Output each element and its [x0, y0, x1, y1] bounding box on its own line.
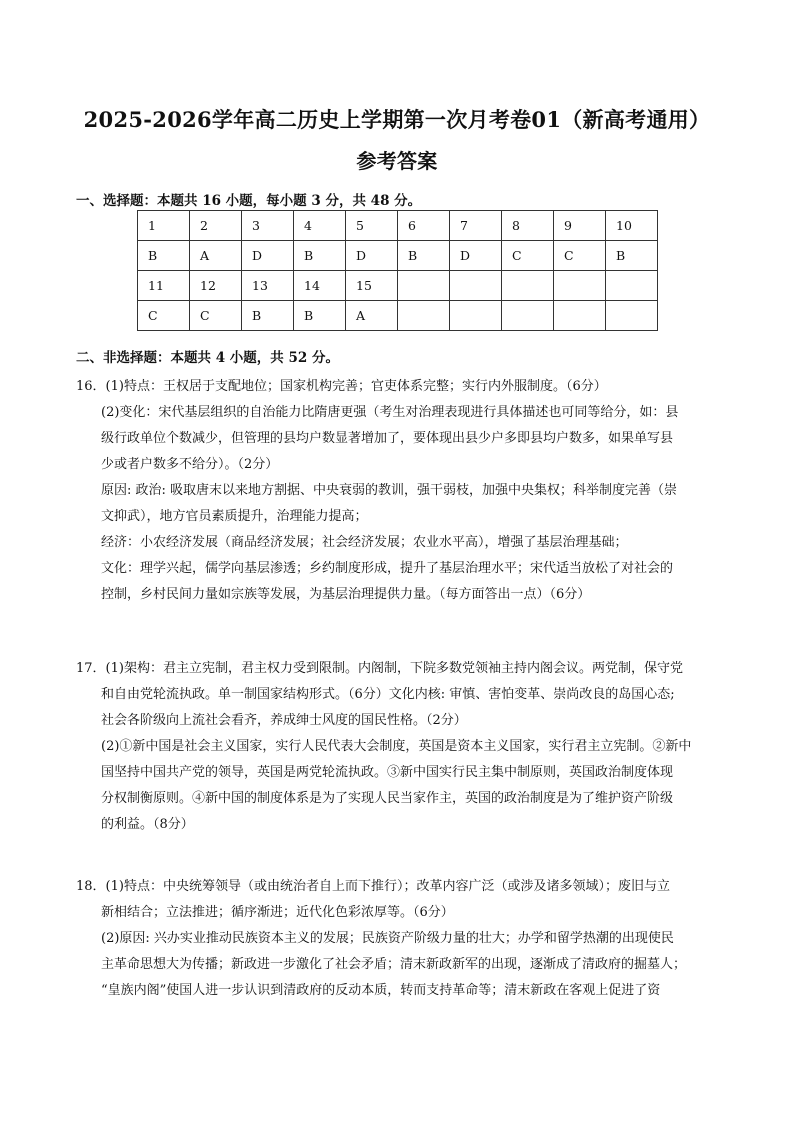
q16-line-5: 原因: 政治: 吸取唐末以来地方割据、中央衰弱的教训，强干弱枝，加强中央集权；科举制度完善（崇 — [101, 483, 678, 498]
answer-table-cell — [450, 301, 502, 331]
answer-table-row — [138, 211, 658, 241]
answer-table-cell: B — [398, 241, 450, 271]
q18-line-3: (2)原因: 兴办实业推动民族资本主义的发展；民族资产阶级力量的壮大；办学和留学热潮的出现使民 — [101, 931, 674, 946]
q17-line-5: 国坚持中国共产党的领导，英国是两党轮流执政。③新中国实行民主集中制原则，英国政治制度体现 — [101, 765, 674, 780]
answer-table-cell — [554, 301, 606, 331]
answer-table-cell: B — [138, 241, 190, 271]
answer-table-cell: B — [606, 241, 658, 271]
answer-table-cell: 9 — [554, 211, 606, 241]
answer-table-cell: 4 — [294, 211, 346, 241]
answer-table-cell: A — [190, 241, 242, 271]
answer-table-cell — [554, 271, 606, 301]
answer-table-cell — [502, 301, 554, 331]
q18-line-2: 新相结合；立法推进；循序渐进；近代化色彩浓厚等。（6分） — [101, 905, 454, 920]
answer-table-cell: 1 — [138, 211, 190, 241]
answer-table-cell: 13 — [242, 271, 294, 301]
answer-table-cell: 8 — [502, 211, 554, 241]
question-16-answer — [76, 374, 728, 608]
answer-table-cell: D — [346, 241, 398, 271]
q17-line-4: (2)①新中国是社会主义国家，实行人民代表大会制度，英国是资本主义国家，实行君主立宪制。②新中 — [101, 739, 692, 754]
answer-table-cell: 5 — [346, 211, 398, 241]
section-nonchoice-heading: 二、非选择题：本题共 4 小题，共 52 分。 — [76, 350, 339, 366]
q16-line-7: 经济：小农经济发展（商品经济发展；社会经济发展；农业水平高），增强了基层治理基础； — [101, 535, 628, 550]
q17-line-1: 17．(1)架构：君主立宪制，君主权力受到限制。内阁制，下院多数党领袖主持内阁会议。两党制，保守党 — [76, 661, 683, 676]
answer-table-cell: B — [294, 301, 346, 331]
answer-table-cell — [398, 271, 450, 301]
answer-table — [137, 210, 658, 331]
answer-table-cell: 14 — [294, 271, 346, 301]
answer-table-row — [138, 271, 658, 301]
q16-line-1: 16．(1)特点：王权居于支配地位；国家机构完善；官吏体系完整；实行内外服制度。（6分） — [76, 379, 607, 394]
answer-table-cell: A — [346, 301, 398, 331]
answer-table-cell — [502, 271, 554, 301]
q18-line-5: “皇族内阁”使国人进一步认识到清政府的反动本质，转而支持革命等；清末新政在客观上促进了资 — [101, 983, 661, 998]
q17-line-6: 分权制衡原则。④新中国的制度体系是为了实现人民当家作主，英国的政治制度是为了维护资产阶级 — [101, 791, 674, 806]
question-17-answer — [76, 656, 728, 838]
answer-table-cell: D — [242, 241, 294, 271]
answer-table-cell: 6 — [398, 211, 450, 241]
question-18-answer — [76, 874, 728, 1004]
answer-table-row — [138, 301, 658, 331]
section-choice-heading: 一、选择题：本题共 16 小题，每小题 3 分，共 48 分。 — [76, 193, 422, 209]
answer-table-cell: 15 — [346, 271, 398, 301]
answer-table-cell: C — [554, 241, 606, 271]
q16-line-2: (2)变化：宋代基层组织的自治能力比隋唐更强（考生对治理表现进行具体描述也可同等给分，如：县 — [101, 405, 679, 420]
answer-table-cell — [606, 301, 658, 331]
q16-line-4: 少或者户数多不给分）。（2分） — [101, 457, 279, 472]
page-subtitle: 参考答案 — [356, 149, 438, 173]
answer-table-cell: 12 — [190, 271, 242, 301]
answer-table-cell: C — [138, 301, 190, 331]
answer-table-cell — [450, 271, 502, 301]
q16-line-8: 文化：理学兴起，儒学向基层渗透；乡约制度形成，提升了基层治理水平；宋代适当放松了对社会的 — [101, 561, 674, 576]
q16-line-6: 文抑武），地方官员素质提升，治理能力提高； — [101, 509, 368, 524]
answer-table-cell — [606, 271, 658, 301]
q16-line-9: 控制，乡村民间力量如宗族等发展，为基层治理提供力量。（每方面答出一点）（6分） — [101, 587, 591, 602]
answer-table-cell: 10 — [606, 211, 658, 241]
answer-table-cell: 2 — [190, 211, 242, 241]
answer-table-cell: C — [190, 301, 242, 331]
q16-line-3: 级行政单位个数减少，但管理的县均户数显著增加了，要体现出县少户多即县均户数多，如果单写县 — [101, 431, 674, 446]
q18-line-1: 18．(1)特点：中央统筹领导（或由统治者自上而下推行）；改革内容广泛（或涉及诸多领域）；废旧与立 — [76, 879, 670, 894]
q17-line-2: 和自由党轮流执政。单一制国家结构形式。（6分）文化内核: 审慎、害怕变革、崇尚改良的岛国心态; — [101, 687, 675, 702]
q18-line-4: 主革命思想大为传播；新政进一步激化了社会矛盾；清末新政新军的出现，逐渐成了清政府的掘墓人； — [101, 957, 687, 972]
answer-table-cell: 7 — [450, 211, 502, 241]
answer-table-cell: 11 — [138, 271, 190, 301]
answer-table-row — [138, 241, 658, 271]
q17-line-7: 的利益。（8分） — [101, 817, 194, 832]
answer-table-cell: 3 — [242, 211, 294, 241]
answer-table-cell: B — [242, 301, 294, 331]
q17-line-3: 社会各阶级向上流社会看齐，养成绅士风度的国民性格。（2分） — [101, 713, 467, 728]
answer-table-cell: D — [450, 241, 502, 271]
answer-table-cell — [398, 301, 450, 331]
page-title: 2025-2026学年高二历史上学期第一次月考卷01（新高考通用） — [83, 107, 711, 132]
answer-table-cell: B — [294, 241, 346, 271]
answer-table-cell: C — [502, 241, 554, 271]
